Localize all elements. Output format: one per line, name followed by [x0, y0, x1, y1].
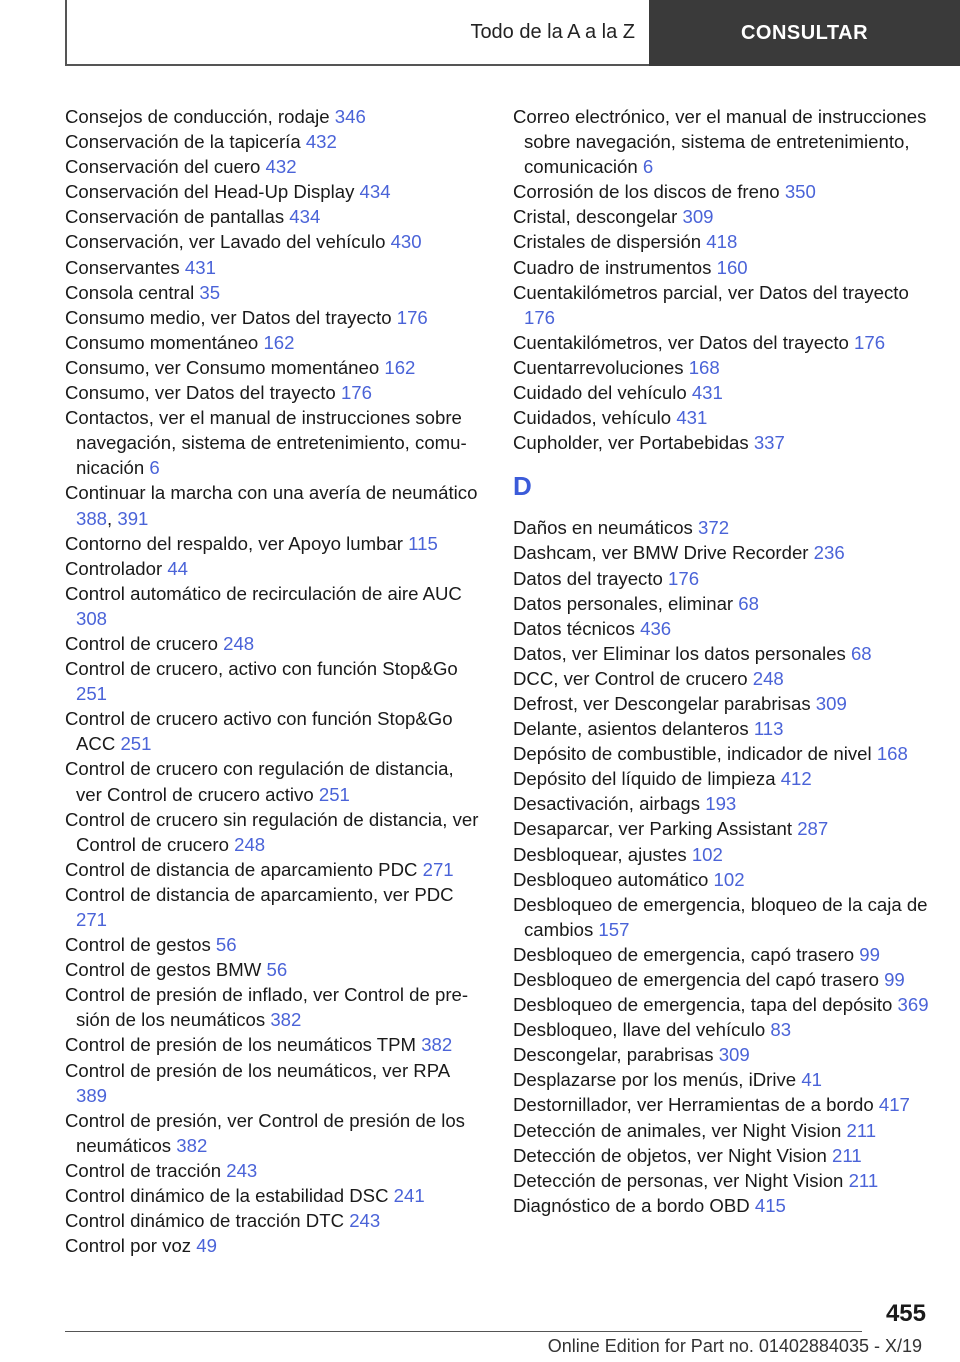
page-ref-link[interactable]: 68 — [738, 592, 759, 614]
page-ref-link[interactable]: 287 — [797, 818, 829, 840]
index-entry — [65, 255, 480, 280]
entry-term: Datos personales, eliminar — [513, 592, 739, 614]
page-ref-link[interactable]: 160 — [716, 256, 748, 278]
entry-term: Controlador — [65, 557, 168, 579]
index-entry — [65, 154, 480, 179]
page-ref-link[interactable]: 431 — [676, 407, 708, 429]
index-entry — [513, 842, 933, 867]
entry-term: Control de crucero — [65, 632, 224, 654]
page-ref-link[interactable]: 346 — [334, 106, 366, 127]
page-ref-link[interactable]: 176 — [854, 331, 886, 353]
entry-term: Desbloqueo de emergencia, tapa del depósito — [513, 994, 898, 1016]
entry-term: Diagnóstico de a bordo OBD — [513, 1194, 755, 1216]
entry-term: Conservación de pantallas — [65, 206, 290, 228]
entry-term: Control dinámico de tracción DTC — [65, 1210, 350, 1232]
index-entry — [513, 515, 933, 540]
index-entry — [513, 716, 933, 741]
entry-term: Control por voz — [65, 1235, 197, 1257]
entry-term: Desactivación, airbags — [513, 793, 706, 815]
index-entry — [65, 807, 480, 857]
entry-term: Control de gestos — [65, 934, 216, 956]
page-ref-link[interactable]: 434 — [289, 206, 321, 228]
entry-term: Descongelar, parabrisas — [513, 1044, 719, 1066]
page-ref-link[interactable]: 382 — [176, 1134, 208, 1156]
index-entry — [65, 932, 480, 957]
index-entry — [65, 581, 480, 631]
entry-term: Destornillador, ver Herramientas de a bordo — [513, 1094, 879, 1116]
index-entry — [513, 992, 933, 1017]
entry-term: Datos del trayecto — [513, 567, 669, 589]
index-entry — [513, 1193, 933, 1218]
page-ref-link[interactable]: 391 — [117, 507, 149, 529]
index-entry — [65, 229, 480, 254]
index-entry — [513, 330, 933, 355]
entry-term: Conservantes — [65, 256, 185, 278]
entry-term: Desplazarse por los menús, iDrive — [513, 1069, 802, 1091]
index-entry — [65, 380, 480, 405]
index-entry — [513, 766, 933, 791]
entry-term: Control de distancia de aparcamiento, ver PDC — [65, 883, 454, 905]
entry-term: Cristal, descongelar — [513, 206, 683, 228]
index-entry — [513, 867, 933, 892]
entry-term: Depósito del líquido de limpieza — [513, 768, 781, 790]
index-entry — [513, 405, 933, 430]
page-ref-link[interactable]: 168 — [876, 743, 908, 765]
index-entry — [513, 380, 933, 405]
index-entry — [65, 1108, 480, 1158]
tab-consultar[interactable]: CONSULTAR — [649, 0, 960, 66]
entry-term: Cuentakilómetros parcial, ver Datos del trayecto — [513, 281, 909, 303]
index-entry — [65, 656, 480, 706]
page-ref-link[interactable]: 6 — [149, 457, 160, 479]
page-ref-link[interactable]: 176 — [668, 567, 700, 589]
index-entry — [65, 1208, 480, 1233]
page-ref-link[interactable]: 49 — [196, 1235, 217, 1257]
entry-term: Consumo, ver Datos del trayecto — [65, 382, 341, 404]
page-ref-link[interactable]: 6 — [642, 156, 654, 178]
page-ref-link[interactable]: 193 — [705, 793, 737, 815]
entry-term: Cuadro de instrumentos — [513, 256, 717, 278]
page-ref-link[interactable]: 388 — [76, 507, 108, 529]
page-ref-link[interactable]: 56 — [215, 934, 237, 956]
index-entry — [65, 355, 480, 380]
page-ref-link[interactable]: 236 — [813, 542, 845, 564]
index-entry — [513, 741, 933, 766]
entry-term: Cuidado del vehículo — [513, 382, 692, 404]
index-entry — [513, 816, 933, 841]
tab-index-a-z[interactable]: Todo de la A a la Z — [65, 0, 649, 66]
page-ref-link[interactable]: 337 — [753, 432, 785, 454]
page-ref-link[interactable]: 211 — [832, 1144, 862, 1166]
entry-term: Consejos de conducción, rodaje — [65, 106, 335, 127]
index-entry — [65, 179, 480, 204]
index-entry — [65, 1158, 480, 1183]
page-ref-link[interactable]: 431 — [691, 382, 723, 404]
footer-edition: Online Edition for Part no. 01402884035 - X/19 — [547, 1336, 922, 1356]
index-entry — [513, 666, 933, 691]
page-number: 455 — [885, 1300, 926, 1327]
entry-term: Dashcam, ver BMW Drive Recorder — [513, 542, 814, 564]
index-entry — [513, 1017, 933, 1042]
page-ref-link[interactable]: 157 — [598, 918, 630, 940]
index-entry — [65, 882, 480, 932]
page-ref-link[interactable]: 35 — [199, 281, 221, 303]
entry-term: Control de crucero sin regulación de distancia, ver Control de crucero — [65, 808, 479, 855]
index-entry — [513, 430, 933, 455]
index-entry — [513, 540, 933, 565]
page-ref-link[interactable]: 168 — [688, 356, 720, 378]
index-entry — [65, 1058, 480, 1108]
index-entry — [65, 631, 480, 656]
index-entry — [513, 641, 933, 666]
page-ref-link[interactable]: 251 — [318, 783, 350, 805]
index-entry — [513, 892, 933, 942]
entry-term: Detección de animales, ver Night Vision — [513, 1119, 847, 1141]
page-ref-link[interactable]: 436 — [640, 617, 672, 639]
entry-term: Control de crucero activo con función Stop&Go ACC — [65, 708, 453, 755]
entry-term: Datos técnicos — [513, 617, 641, 639]
page-ref-link[interactable]: 412 — [780, 768, 812, 790]
page-ref-link[interactable]: 56 — [266, 959, 288, 981]
entry-term: Detección de objetos, ver Night Vision — [513, 1144, 833, 1166]
page-ref-link[interactable]: 248 — [223, 632, 255, 654]
entry-term: Daños en neumáticos — [513, 517, 699, 539]
index-entry — [513, 255, 933, 280]
index-entry — [65, 1032, 480, 1057]
entry-term: Cuentakilómetros, ver Datos del trayecto — [513, 331, 855, 353]
entry-term: Datos, ver Eliminar los datos personales — [513, 642, 851, 664]
page-ref-link[interactable]: 241 — [393, 1185, 425, 1207]
index-entry — [513, 691, 933, 716]
page-ref-link[interactable]: 432 — [265, 156, 297, 178]
index-entry — [513, 280, 933, 330]
index-entry — [65, 204, 480, 229]
page-ref-link[interactable]: 243 — [226, 1159, 258, 1181]
entry-term: Desbloqueo, llave del vehículo — [513, 1019, 771, 1041]
page-ref-link[interactable]: 309 — [815, 692, 847, 714]
page-ref-link[interactable]: 417 — [878, 1094, 910, 1116]
index-entry — [65, 1233, 480, 1258]
entry-term: Correo electrónico, ver el manual de instrucciones sobre navegación, sistema de entretenimiento, comunicación — [513, 106, 927, 178]
page-ref-link[interactable]: 41 — [801, 1069, 822, 1091]
index-entry — [65, 1183, 480, 1208]
index-entry — [513, 1092, 933, 1117]
page-ref-link[interactable]: 389 — [76, 1084, 108, 1106]
page-ref-link[interactable]: 350 — [784, 181, 816, 203]
index-entry — [513, 942, 933, 967]
page-ref-link[interactable]: 211 — [848, 1169, 879, 1191]
page-ref-link[interactable]: 102 — [713, 868, 745, 890]
index-entry — [513, 791, 933, 816]
index-entry — [65, 857, 480, 882]
page-ref-link[interactable]: 309 — [718, 1044, 750, 1066]
page-ref-link[interactable]: 415 — [754, 1194, 786, 1216]
index-entry — [65, 305, 480, 330]
index-entry — [513, 1143, 933, 1168]
page-ref-link[interactable]: 382 — [421, 1034, 453, 1056]
page-ref-link[interactable]: 102 — [691, 843, 723, 865]
index-entry — [513, 616, 933, 641]
page-ref-link[interactable]: 382 — [270, 1009, 302, 1031]
index-list-d — [513, 515, 933, 1218]
page-ref-link[interactable]: 176 — [524, 306, 556, 328]
entry-term: Consola central — [65, 281, 200, 303]
index-entry — [65, 556, 480, 581]
index-entry — [513, 179, 933, 204]
page-ref-link[interactable]: 162 — [263, 331, 295, 353]
index-entry — [65, 706, 480, 756]
entry-term: Control de presión, ver Control de presión de los neumáticos — [65, 1109, 465, 1156]
entry-term: Cuentarrevoluciones — [513, 356, 689, 378]
index-column-right — [513, 104, 933, 1218]
index-column-left — [65, 104, 480, 1258]
entry-term: Depósito de combustible, indicador de nivel — [513, 743, 877, 765]
entry-term: Conservación, ver Lavado del vehículo — [65, 231, 391, 253]
entry-term: Cristales de dispersión — [513, 231, 707, 253]
index-entry — [513, 104, 933, 179]
index-entry — [65, 982, 480, 1032]
entry-term: Cuidados, vehículo — [513, 407, 677, 429]
page-ref-link[interactable]: 68 — [850, 642, 872, 664]
index-entry — [513, 1118, 933, 1143]
page-ref-link[interactable]: 369 — [897, 994, 929, 1016]
page-ref-link[interactable]: 176 — [340, 382, 372, 404]
entry-term: Conservación de la tapicería — [65, 131, 306, 153]
entry-term: Desbloqueo de emergencia, bloqueo de la caja de cambios — [513, 893, 928, 940]
index-entry — [65, 129, 480, 154]
entry-term: Control de crucero con regulación de distancia, ver Control de crucero activo — [65, 758, 454, 805]
entry-term: Control de presión de inflado, ver Control de presión de los neumáticos — [65, 984, 469, 1031]
index-entry — [65, 405, 480, 480]
entry-term: Contactos, ver el manual de instrucciones sobre navegación, sistema de entretenimiento, comunicación — [65, 407, 467, 479]
entry-term: Delante, asientos delanteros — [513, 718, 754, 740]
page-header — [65, 0, 960, 66]
page-ref-link[interactable]: 83 — [770, 1019, 792, 1041]
page-ref-link[interactable]: 248 — [234, 833, 266, 855]
entry-term: Desbloqueo de emergencia, capó trasero — [513, 943, 860, 965]
entry-term: Control automático de recirculación de aire AUC — [65, 582, 462, 604]
page-ref-link[interactable]: 431 — [184, 256, 216, 278]
page-ref-link[interactable]: 162 — [384, 356, 416, 378]
page-ref-link[interactable]: 434 — [359, 181, 391, 203]
page-ref-link[interactable]: 372 — [698, 517, 730, 539]
index-list-c — [513, 104, 933, 455]
entry-term: Desbloquear, ajustes — [513, 843, 692, 865]
entry-term: Consumo medio, ver Datos del trayecto — [65, 306, 397, 328]
index-entry — [513, 967, 933, 992]
entry-term: Contorno del respaldo, ver Apoyo lumbar — [65, 532, 409, 554]
entry-term: Consumo momentáneo — [65, 331, 264, 353]
page-ref-link[interactable]: 418 — [706, 231, 738, 253]
index-entry — [65, 330, 480, 355]
entry-term: Control de presión de los neumáticos TPM — [65, 1034, 422, 1056]
index-entry — [513, 1168, 933, 1193]
entry-term: Corrosión de los discos de freno — [513, 181, 785, 203]
entry-term: Control de crucero, activo con función Stop&Go — [65, 658, 458, 680]
entry-term: Consumo, ver Consumo momentáneo — [65, 356, 385, 378]
page-ref-link[interactable]: 115 — [408, 532, 438, 554]
index-entry — [65, 531, 480, 556]
page-ref-link[interactable]: 308 — [76, 607, 108, 629]
page-ref-link[interactable]: 251 — [76, 683, 108, 705]
entry-term: DCC, ver Control de crucero — [513, 667, 753, 689]
index-entry — [65, 104, 480, 129]
index-entry — [513, 229, 933, 254]
page-ref-link[interactable]: 251 — [120, 733, 152, 755]
entry-term: Cupholder, ver Portabebidas — [513, 432, 754, 454]
page-ref-link[interactable]: 176 — [396, 306, 428, 328]
index-entry — [65, 280, 480, 305]
entry-term: Control de presión de los neumáticos, ver RPA — [65, 1059, 450, 1081]
entry-term: Desbloqueo automático — [513, 868, 714, 890]
section-letter-d: D — [513, 471, 532, 502]
page-ref-link[interactable]: 309 — [682, 206, 714, 228]
page-ref-link[interactable]: 99 — [884, 969, 905, 990]
entry-term: Conservación del cuero — [65, 156, 266, 178]
index-entry — [513, 566, 933, 591]
page-ref-link[interactable]: 430 — [390, 231, 422, 253]
index-entry — [513, 1042, 933, 1067]
index-entry — [513, 355, 933, 380]
index-entry: Continuar la marcha con una avería de neumático 388, 391 — [65, 482, 478, 529]
entry-term: Continuar la marcha con una avería de neumático — [65, 482, 478, 504]
entry-term: Detección de personas, ver Night Vision — [513, 1169, 849, 1191]
page-ref-link[interactable]: 211 — [846, 1119, 877, 1141]
entry-term: Control dinámico de la estabilidad DSC — [65, 1185, 394, 1207]
entry-term: Defrost, ver Descongelar parabrisas — [513, 692, 816, 714]
entry-term: Desaparcar, ver Parking Assistant — [513, 818, 798, 840]
index-entry — [513, 591, 933, 616]
entry-term: Control de tracción — [65, 1159, 227, 1181]
page-ref-link[interactable]: 248 — [752, 667, 784, 689]
page-ref-link[interactable]: 432 — [305, 131, 337, 153]
page-ref-link[interactable]: 99 — [859, 943, 880, 965]
entry-term: Desbloqueo de emergencia del capó trasero — [513, 969, 885, 990]
page-ref-link[interactable]: 271 — [76, 909, 108, 930]
entry-term: Control de distancia de aparcamiento PDC — [65, 858, 423, 880]
index-entry — [65, 756, 480, 806]
page-ref-link[interactable]: 271 — [422, 858, 454, 880]
page-ref-link[interactable]: 243 — [349, 1210, 381, 1232]
index-entry — [65, 957, 480, 982]
index-entry — [513, 204, 933, 229]
entry-term: Control de gestos BMW — [65, 959, 267, 981]
entry-term: Conservación del Head-Up Display — [65, 181, 360, 203]
index-entry — [513, 1067, 933, 1092]
page-ref-link[interactable]: 113 — [753, 718, 784, 740]
footer-divider — [65, 1331, 862, 1332]
page-ref-link[interactable]: 44 — [167, 557, 189, 579]
